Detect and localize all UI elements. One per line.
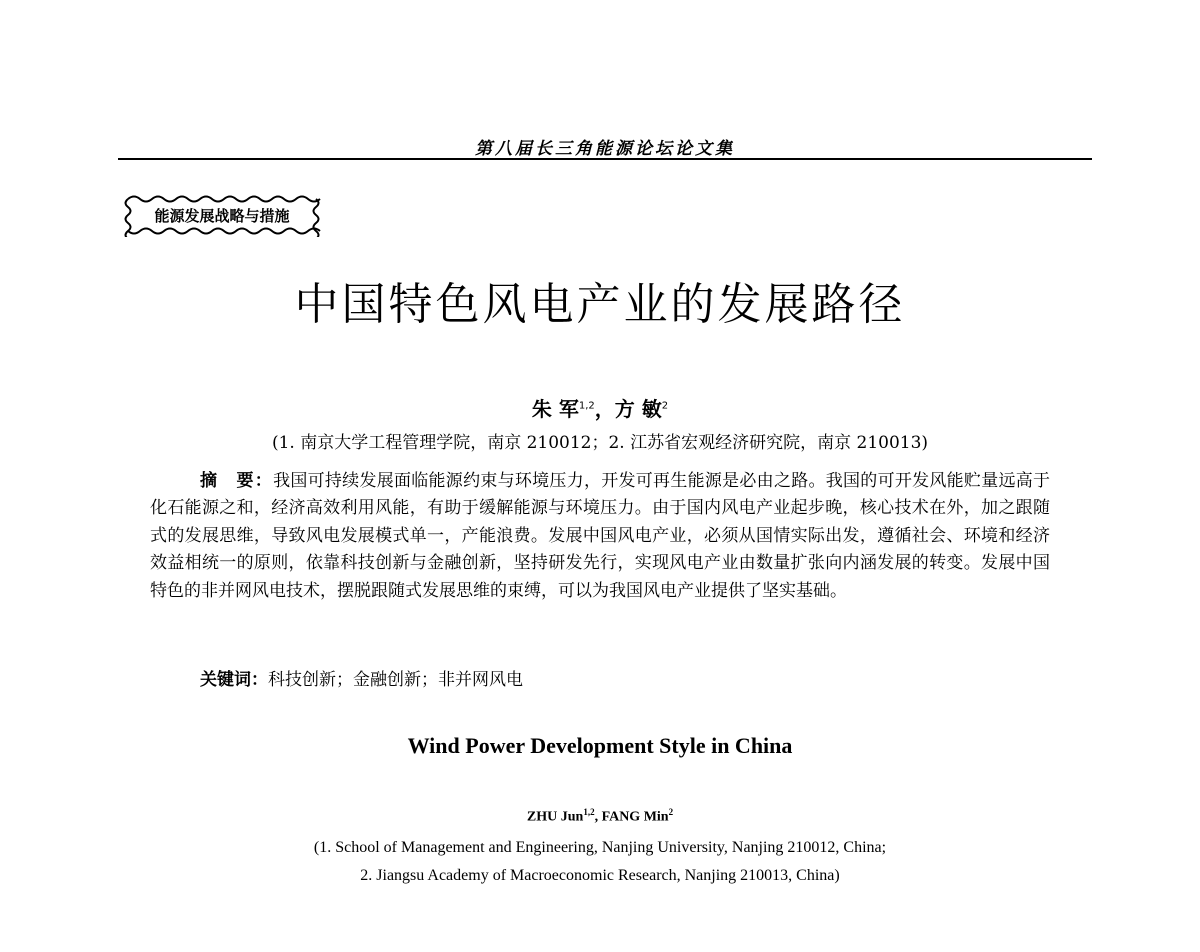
header-rule xyxy=(118,158,1092,160)
en-authors xyxy=(0,807,1200,826)
en-affiliation-2: 2. Jiangsu Academy of Macroeconomic Research, Nanjing 210013, China) xyxy=(360,867,840,884)
cn-author-name: 朱 军 xyxy=(531,397,579,421)
column-tag-label: 能源发展战略与措施 xyxy=(154,207,290,225)
en-author-separator: , xyxy=(594,809,602,825)
cn-title: 中国特色风电产业的发展路径 xyxy=(294,279,906,330)
cn-affiliations: (1. 南京大学工程管理学院，南京 210012；2. 江苏省宏观经济研究院，南京 210013) xyxy=(271,433,929,453)
en-author-name: ZHU Jun xyxy=(526,809,584,825)
cn-authors xyxy=(0,393,1200,422)
en-author-sup: 1,2 xyxy=(583,807,595,817)
keywords-text: 科技创新；金融创新；非并网风电 xyxy=(268,670,523,690)
running-header: 第八届长三角能源论坛论文集 xyxy=(475,139,735,159)
keywords-label: 关键词： xyxy=(200,670,268,690)
cn-author-name: 方 敏 xyxy=(614,397,662,421)
en-author-name: FANG Min xyxy=(601,809,669,825)
cn-author-separator: ， xyxy=(594,397,615,421)
en-author-sup: 2 xyxy=(668,807,674,817)
cn-author-sup: 1,2 xyxy=(578,400,595,412)
en-title: Wind Power Development Style in China xyxy=(407,733,793,758)
cn-author-sup: 2 xyxy=(661,400,669,412)
column-tag xyxy=(122,193,322,237)
abstract-text: 我国可持续发展面临能源约束与环境压力，开发可再生能源是必由之路。我国的可开发风能贮量远高于化石能源之和，经济高效利用风能，有助于缓解能源与环境压力。由于国内风电产业起步晚，核心技术在外，加之跟随式的发展思维，导致风电发展模式单一，产能浪费。发展中国风电产业，必须从国情实际出发，遵循社会、环境和经济效益相统一的原则，依靠科技创新与金融创新，坚持研发先行，实现风电产业由数量扩张向内涵发展的转变。发展中国特色的非并网风电技术，摆脱跟随式发展思维的束缚，可以为我国风电产业提供了坚实基础。 xyxy=(150,471,1051,601)
keywords xyxy=(200,665,1050,690)
en-affiliation-1: (1. School of Management and Engineering, Nanjing University, Nanjing 210012, China; xyxy=(313,839,887,856)
abstract-label: 摘 要： xyxy=(200,471,274,491)
abstract xyxy=(150,468,1050,605)
